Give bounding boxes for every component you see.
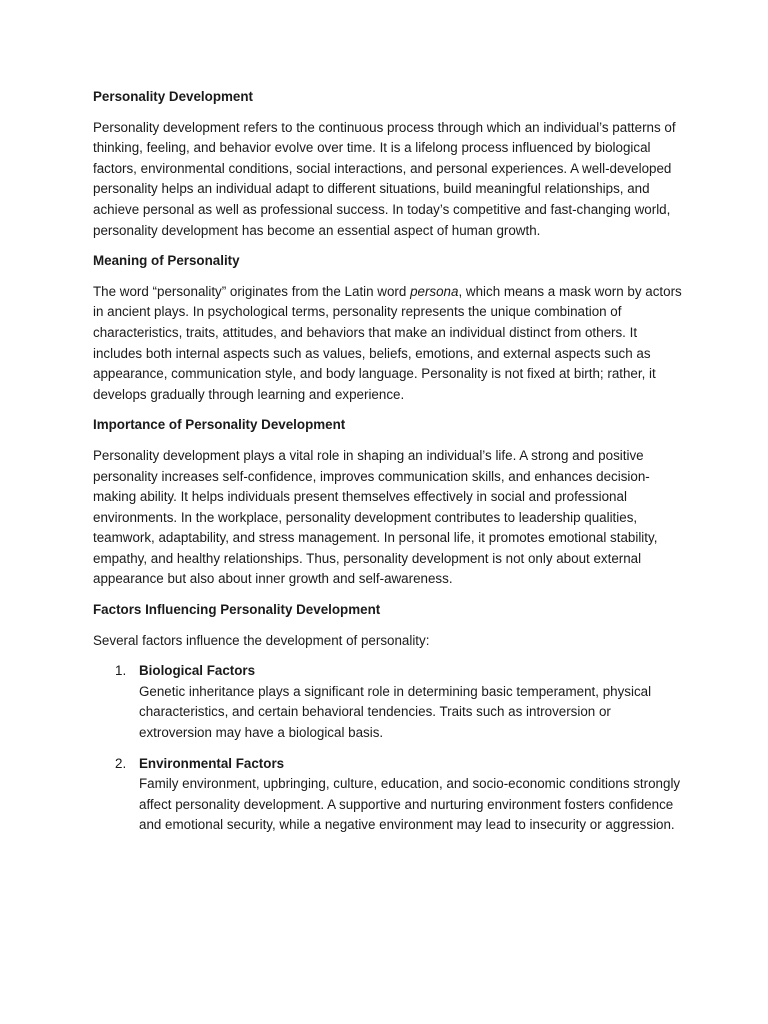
importance-paragraph: Personality development plays a vital role in shaping an individual’s life. A strong and positive personality increases self-confidence, improves communication skills, and enhances decision-making ability. It helps individuals present themselves effectively in social and professional environments. In the workplace, personality development contributes to leadership qualities, teamwork, adaptability, and stress management. In personal life, it promotes emotional stability, empathy, and healthy relationships. Thus, personality development is not only about external appearance but also about inner growth and self-awareness. xyxy=(93,447,658,587)
meaning-text-before: The word “personality” originates from the Latin word xyxy=(93,283,411,299)
meaning-emphasis: persona xyxy=(410,283,459,299)
factors-intro: Several factors influence the development of personality: xyxy=(93,632,430,648)
list-item xyxy=(93,661,683,743)
list-item-text: Family environment, upbringing, culture, education, and socio-economic conditions strongly affect personality development. A supportive and nurturing environment fosters confidence and emotional security, while a negative environment may lead to insecurity or aggression. xyxy=(139,776,681,833)
meaning-paragraph xyxy=(93,282,683,406)
list-item-number: 2. xyxy=(115,755,127,771)
meaning-text-after: , which means a mask worn by actors in ancient plays. In psychological terms, personality represents the unique combination of characteristics, traits, attitudes, and behaviors that make an individual distinct from others. It includes both internal aspects such as values, beliefs, emotions, and external aspects such as appearance, communication style, and body language. Personality is not fixed at birth; rather, it develops gradually through learning and experience. xyxy=(93,283,682,402)
document-title: Personality Development xyxy=(93,89,253,104)
intro-paragraph: Personality development refers to the continuous process through which an individual’s patterns of thinking, feeling, and behavior evolve over time. It is a lifelong process influenced by biological factors, environmental conditions, social interactions, and personal experiences. A well-developed personality helps an individual adapt to different situations, build meaningful relationships, and achieve personal as well as professional success. In today’s competitive and fast-changing world, personality development has become an essential aspect of human growth. xyxy=(93,119,676,238)
list-item xyxy=(93,754,683,836)
list-item-title: Environmental Factors xyxy=(139,755,285,771)
factors-list xyxy=(93,661,683,836)
document-page xyxy=(93,87,683,846)
list-item-title: Biological Factors xyxy=(139,663,256,679)
meaning-heading: Meaning of Personality xyxy=(93,253,240,269)
list-item-number: 1. xyxy=(115,663,127,679)
list-item-text: Genetic inheritance plays a significant role in determining basic temperament, physical characteristics, and certain behavioral tendencies. Traits such as introversion or extroversion may have a biological basis. xyxy=(139,683,652,741)
factors-heading: Factors Influencing Personality Development xyxy=(93,602,381,618)
importance-heading: Importance of Personality Development xyxy=(93,417,346,433)
